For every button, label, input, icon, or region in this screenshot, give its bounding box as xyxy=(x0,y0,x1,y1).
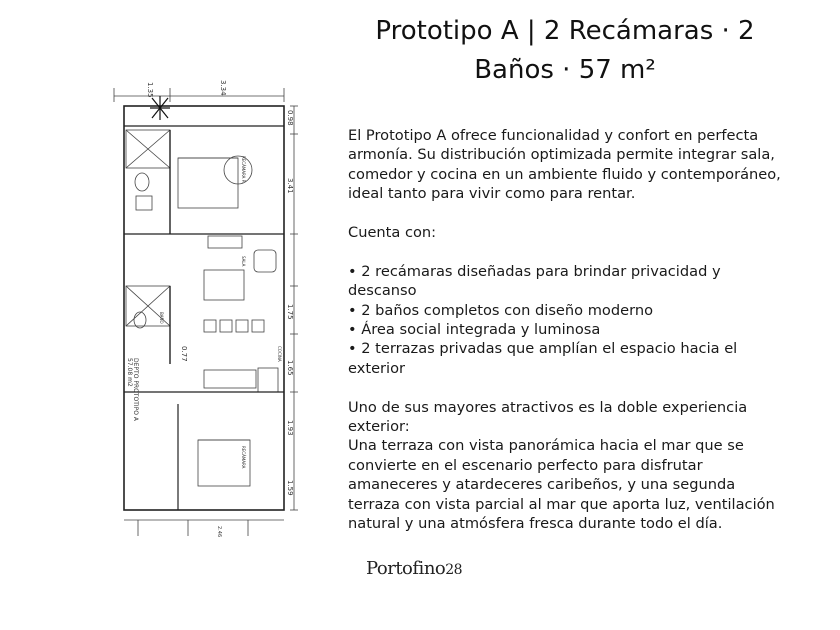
unit-label: DEPTO PROTOTIPO A xyxy=(132,358,139,422)
dim-right-2: 3.41 xyxy=(286,178,294,194)
dim-right-3: 1.75 xyxy=(286,304,294,320)
room-label-bedroom-2: RECÁMARA xyxy=(241,446,246,469)
unit-area: 57.08 m2 xyxy=(126,358,133,387)
highlight-heading: Uno de sus mayores atractivos es la doble experiencia exterior: xyxy=(348,398,748,436)
logo-number: 28 xyxy=(445,562,463,578)
floor-plan-drawing xyxy=(108,74,298,544)
dim-top-2: 3.34 xyxy=(219,80,227,96)
dim-left: 0.77 xyxy=(180,346,188,362)
kitchen-counter xyxy=(204,370,256,388)
room-label-bedroom-1: RECÁMARA P. xyxy=(241,156,246,183)
features-heading: Cuenta con: xyxy=(348,224,437,242)
room-label-bath: BAÑO xyxy=(159,312,164,324)
toilet-1 xyxy=(135,173,149,191)
feature-item: • 2 recámaras diseñadas para brindar privacidad y descanso xyxy=(348,262,721,300)
feature-item: • 2 baños completos con diseño moderno xyxy=(348,301,654,319)
feature-item: • 2 terrazas privadas que amplían el espacio hacia el exterior xyxy=(348,340,738,377)
dim-right-6: 1.59 xyxy=(286,480,294,496)
outer-wall xyxy=(124,106,284,510)
page-title: Prototipo A | 2 Recámaras · 2 Baños · 57 m² xyxy=(375,16,755,85)
intro-paragraph: El Prototipo A ofrece funcionalidad y confort en perfecta armonía. Su distribución optimizada permite integrar sala, comedor y cocina en un ambiente fluido y contemporáneo, ideal tanto para vivir como para rentar. xyxy=(348,127,781,203)
floor-plan xyxy=(108,74,298,544)
dim-right-1: 0.98 xyxy=(286,110,294,126)
dim-right-4: 1.65 xyxy=(286,360,294,376)
room-label-living: SALA xyxy=(241,256,246,267)
dim-bottom: 2.46 xyxy=(216,526,222,538)
description xyxy=(348,126,788,533)
highlight-text: Una terraza con vista panorámica hacia el mar que se convierte en el escenario perfecto para disfrutar amaneceres y atardeceres caribeños, y una segunda terraza con vista parcial al mar que aporta luz, ventilación natural y una atmósfera fresca durante todo el día. xyxy=(348,437,775,533)
logo-name: Portofino xyxy=(366,558,446,579)
bed-1 xyxy=(178,158,238,208)
brand-logo xyxy=(366,558,462,579)
dim-top-1: 1.35 xyxy=(146,82,154,98)
sofa xyxy=(204,270,244,300)
dim-right-5: 1.93 xyxy=(286,420,294,436)
plant-icon xyxy=(150,96,170,120)
feature-item: • Área social integrada y luminosa xyxy=(348,321,601,339)
room-label-kitchen: COCINA xyxy=(277,346,282,362)
